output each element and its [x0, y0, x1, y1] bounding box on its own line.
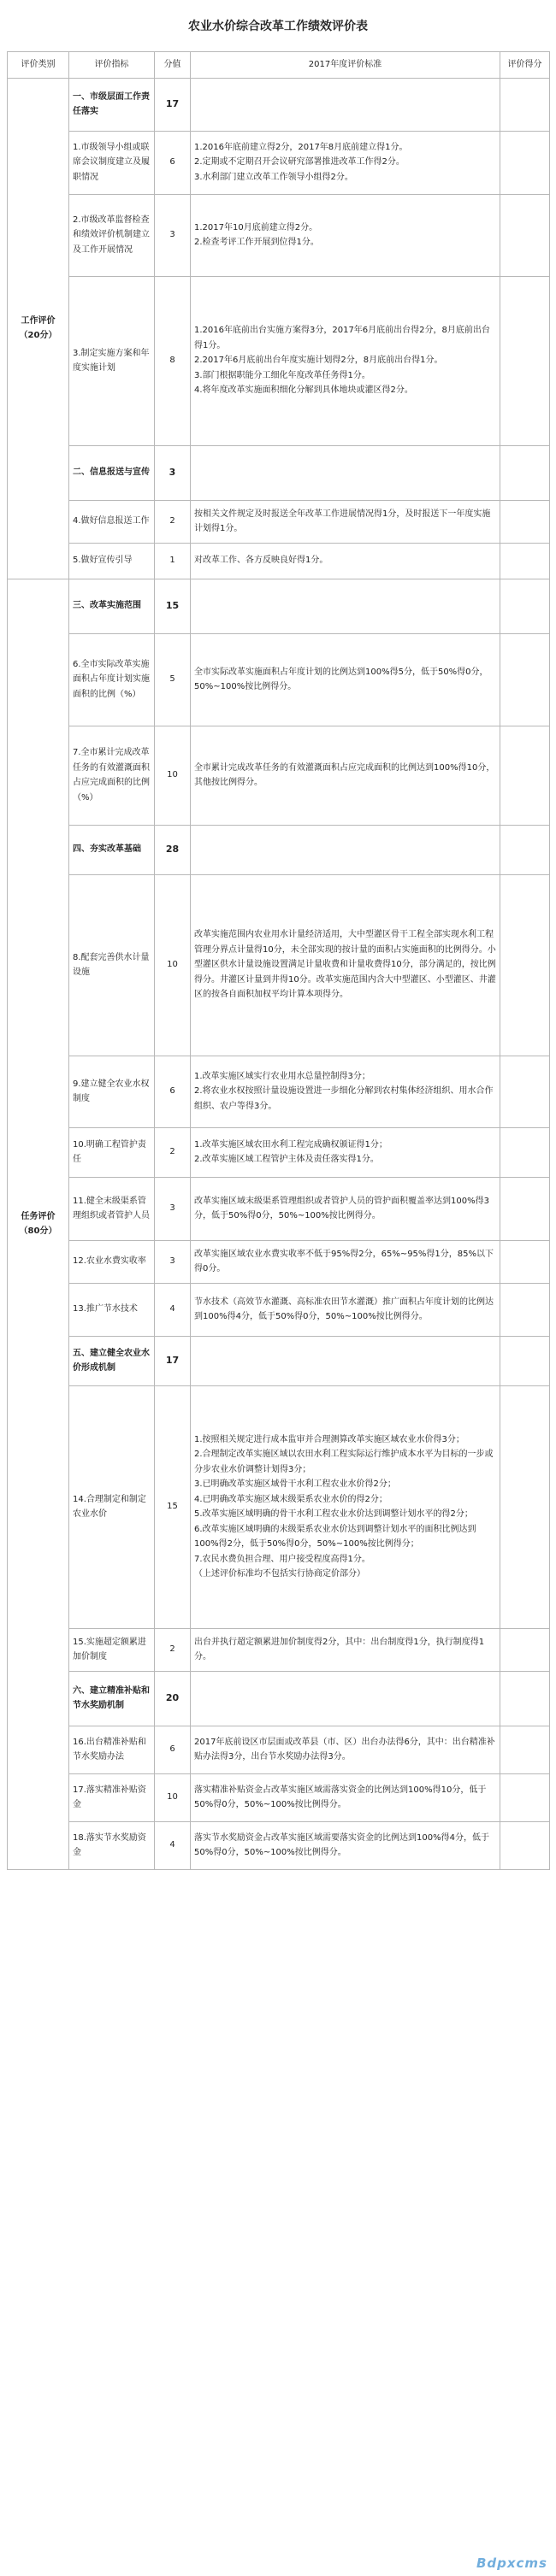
indicator-cell: 16.出台精准补贴和节水奖励办法	[69, 1726, 155, 1773]
table-row	[8, 633, 550, 726]
score-cell: 3	[155, 1177, 191, 1240]
score-cell: 5	[155, 633, 191, 726]
indicator-cell: 9.建立健全农业水权制度	[69, 1056, 155, 1127]
criteria-line: 全市实际改革实施面积占年度计划的比例达到100%得5分，低于50%得0分，50%~100%按比例得分。	[194, 667, 488, 691]
criteria-line: 2.检查考评工作开展到位得1分。	[194, 238, 319, 247]
watermark-logo: Bdpxcms	[476, 2555, 547, 2571]
criteria-cell	[191, 445, 500, 500]
result-cell[interactable]	[500, 633, 550, 726]
criteria-cell	[191, 874, 500, 1056]
criteria-line: 1.改革实施区域实行农业用水总量控制得3分；	[194, 1071, 370, 1081]
result-cell[interactable]	[500, 726, 550, 825]
score-cell: 6	[155, 131, 191, 194]
result-cell[interactable]	[500, 874, 550, 1056]
criteria-line: 3.水利部门建立改革工作领导小组得2分。	[194, 172, 353, 182]
indicator-cell: 7.全市累计完成改革任务的有效灌溉面积占应完成面积的比例（%）	[69, 726, 155, 825]
result-cell[interactable]	[500, 1628, 550, 1671]
indicator-cell: 13.推广节水技术	[69, 1283, 155, 1336]
section-title: 一、市级层面工作责任落实	[69, 78, 155, 131]
criteria-cell	[191, 633, 500, 726]
criteria-line: 7.农民水费负担合理、用户接受程度高得1分。	[194, 1554, 370, 1564]
category-cell: 工作评价（20分）	[8, 78, 69, 579]
header-indicator: 评价指标	[69, 52, 155, 79]
section-row	[8, 1336, 550, 1385]
criteria-cell	[191, 1821, 500, 1869]
criteria-cell	[191, 726, 500, 825]
score-cell: 3	[155, 194, 191, 276]
result-cell[interactable]	[500, 1283, 550, 1336]
score-cell: 1	[155, 543, 191, 579]
section-title: 二、信息报送与宣传	[69, 445, 155, 500]
table-row	[8, 1726, 550, 1773]
table-row	[8, 1177, 550, 1240]
criteria-cell	[191, 579, 500, 633]
criteria-line: 3.已明确改革实施区域骨干水利工程农业水价得2分；	[194, 1479, 396, 1489]
section-title: 六、建立精准补贴和节水奖励机制	[69, 1671, 155, 1726]
score-cell: 10	[155, 1773, 191, 1821]
header-category: 评价类别	[8, 52, 69, 79]
result-cell[interactable]	[500, 1821, 550, 1869]
indicator-cell: 18.落实节水奖励资金	[69, 1821, 155, 1869]
result-cell[interactable]	[500, 1240, 550, 1283]
section-title: 五、建立健全农业水价形成机制	[69, 1336, 155, 1385]
criteria-cell	[191, 131, 500, 194]
indicator-cell: 3.制定实施方案和年度实施计划	[69, 276, 155, 445]
criteria-cell	[191, 194, 500, 276]
score-cell: 17	[155, 1336, 191, 1385]
header-criteria: 2017年度评价标准	[191, 52, 500, 79]
criteria-line: 落实精准补贴资金占改革实施区域需落实资金的比例达到100%得10分，低于50%得0分，50%~100%按比例得分。	[194, 1785, 487, 1809]
result-cell[interactable]	[500, 276, 550, 445]
table-row	[8, 1240, 550, 1283]
result-cell[interactable]	[500, 194, 550, 276]
table-row	[8, 1056, 550, 1127]
table-row	[8, 1385, 550, 1628]
indicator-cell: 14.合理制定和制定农业水价	[69, 1385, 155, 1628]
criteria-cell	[191, 1177, 500, 1240]
criteria-cell	[191, 1127, 500, 1177]
table-row	[8, 1821, 550, 1869]
criteria-cell	[191, 1773, 500, 1821]
criteria-cell	[191, 1385, 500, 1628]
criteria-line: 改革实施区域农业水费实收率不低于95%得2分，65%~95%得1分，85%以下得0分。	[194, 1249, 494, 1273]
result-cell[interactable]	[500, 1177, 550, 1240]
result-cell[interactable]	[500, 78, 550, 131]
score-cell: 28	[155, 825, 191, 874]
score-cell: 4	[155, 1283, 191, 1336]
table-row	[8, 1283, 550, 1336]
table-row	[8, 1773, 550, 1821]
section-title: 四、夯实改革基础	[69, 825, 155, 874]
criteria-line: 对改革工作、各方反映良好得1分。	[194, 556, 328, 566]
table-row	[8, 874, 550, 1056]
indicator-cell: 8.配套完善供水计量设施	[69, 874, 155, 1056]
criteria-cell	[191, 1726, 500, 1773]
section-row	[8, 78, 550, 131]
result-cell[interactable]	[500, 1336, 550, 1385]
criteria-line: 4.已明确改革实施区域末级渠系农业水价的得2分；	[194, 1494, 387, 1504]
criteria-line: 1.2016年底前建立得2分，2017年8月底前建立得1分。	[194, 142, 408, 152]
table-row	[8, 194, 550, 276]
score-cell: 10	[155, 874, 191, 1056]
criteria-cell	[191, 1056, 500, 1127]
criteria-line: 2.2017年6月底前出台年度实施计划得2分，8月底前出台得1分。	[194, 356, 443, 366]
table-row	[8, 726, 550, 825]
table-row	[8, 276, 550, 445]
criteria-line: 全市累计完成改革任务的有效灌溉面积占应完成面积的比例达到100%得10分，其他按比例得分。	[194, 762, 495, 787]
section-row	[8, 579, 550, 633]
result-cell[interactable]	[500, 445, 550, 500]
score-cell: 3	[155, 445, 191, 500]
section-row	[8, 445, 550, 500]
result-cell[interactable]	[500, 1671, 550, 1726]
evaluation-table	[7, 51, 550, 1870]
criteria-line: （上述评价标准均不包括实行协商定价部分）	[194, 1569, 365, 1579]
score-cell: 17	[155, 78, 191, 131]
indicator-cell: 17.落实精准补贴资金	[69, 1773, 155, 1821]
score-cell: 20	[155, 1671, 191, 1726]
result-cell[interactable]	[500, 1726, 550, 1773]
indicator-cell: 5.做好宣传引导	[69, 543, 155, 579]
section-row	[8, 1671, 550, 1726]
criteria-cell	[191, 1336, 500, 1385]
header-score: 分值	[155, 52, 191, 79]
result-cell[interactable]	[500, 1773, 550, 1821]
score-cell: 4	[155, 1821, 191, 1869]
table-row	[8, 500, 550, 543]
section-title: 三、改革实施范围	[69, 579, 155, 633]
score-cell: 6	[155, 1726, 191, 1773]
score-cell: 15	[155, 1385, 191, 1628]
criteria-line: 1.按照相关规定进行成本监审并合理测算改革实施区域农业水价得3分；	[194, 1434, 464, 1444]
header-result: 评价得分	[500, 52, 550, 79]
criteria-line: 出台并执行超定额累进加价制度得2分，其中：出台制度得1分，执行制度得1分。	[194, 1637, 485, 1661]
criteria-line: 落实节水奖励资金占改革实施区域需要落实资金的比例达到100%得4分，低于50%得0分，50%~100%按比例得分。	[194, 1832, 489, 1857]
criteria-cell	[191, 543, 500, 579]
indicator-cell: 10.明确工程管护责任	[69, 1127, 155, 1177]
score-cell: 10	[155, 726, 191, 825]
criteria-line: 2.合理制定改革实施区域以农田水利工程实际运行维护成本水平为目标的一步或分步农业水价调整计划得3分；	[194, 1450, 494, 1474]
result-cell[interactable]	[500, 131, 550, 194]
criteria-line: 5.改革实施区域明确的骨干水利工程农业水价达到调整计划水平的得2分；	[194, 1509, 473, 1519]
table-row	[8, 1628, 550, 1671]
criteria-cell	[191, 1283, 500, 1336]
page-title: 农业水价综合改革工作绩效评价表	[188, 20, 368, 33]
score-cell: 2	[155, 1127, 191, 1177]
score-cell: 2	[155, 1628, 191, 1671]
result-cell[interactable]	[500, 1056, 550, 1127]
criteria-line: 1.2017年10月底前建立得2分。	[194, 222, 318, 232]
criteria-cell	[191, 1671, 500, 1726]
score-cell: 2	[155, 500, 191, 543]
criteria-cell	[191, 825, 500, 874]
indicator-cell: 2.市级改革监督检查和绩效评价机制建立及工作开展情况	[69, 194, 155, 276]
criteria-line: 2.将农业水权按照计量设施设置进一步细化分解到农村集体经济组织、用水合作组织、农户等得3分。	[194, 1086, 494, 1111]
score-cell: 6	[155, 1056, 191, 1127]
table-row	[8, 1127, 550, 1177]
criteria-line: 1.改革实施区域农田水利工程完成确权颁证得1分；	[194, 1139, 387, 1150]
indicator-cell: 4.做好信息报送工作	[69, 500, 155, 543]
indicator-cell: 11.健全末级渠系管理组织或者管护人员	[69, 1177, 155, 1240]
criteria-line: 2017年底前设区市层面或改革县（市、区）出台办法得6分，其中：出台精准补贴办法得3分，出台节水奖励办法得3分。	[194, 1737, 495, 1761]
indicator-cell: 12.农业水费实收率	[69, 1240, 155, 1283]
result-cell[interactable]	[500, 543, 550, 579]
indicator-cell: 15.实施超定额累进加价制度	[69, 1628, 155, 1671]
criteria-cell	[191, 276, 500, 445]
criteria-line: 按相关文件规定及时报送全年改革工作进展情况得1分，及时报送下一年度实施计划得1分。	[194, 509, 491, 533]
criteria-cell	[191, 78, 500, 131]
result-cell[interactable]	[500, 500, 550, 543]
score-cell: 8	[155, 276, 191, 445]
table-header-row	[8, 52, 550, 79]
score-cell: 15	[155, 579, 191, 633]
criteria-cell	[191, 1628, 500, 1671]
table-row	[8, 131, 550, 194]
criteria-line: 改革实施区域末级渠系管理组织或者管护人员的管护面积覆盖率达到100%得3分，低于50%得0分，50%~100%按比例得分。	[194, 1196, 489, 1220]
indicator-cell: 6.全市实际改革实施面积占年度计划实施面积的比例（%）	[69, 633, 155, 726]
category-cell: 任务评价（80分）	[8, 579, 69, 1869]
criteria-line: 2.改革实施区域工程管护主体及责任落实得1分。	[194, 1155, 379, 1164]
result-cell[interactable]	[500, 825, 550, 874]
criteria-line: 节水技术（高效节水灌溉、高标准农田节水灌溉）推广面积占年度计划的比例达到100%得4分，低于50%得0分，50%~100%按比例得分。	[194, 1297, 494, 1321]
criteria-line: 改革实施范围内农业用水计量经济适用，大中型灌区骨干工程全部实现水利工程管理分界点计量得10分，未全部实现的按计量的面积占实施面积的比例得分。小型灌区供水计量设施设置满足计量收费和计量收费得10分，部分满足的，按比例得分。井灌区计量到井得10分。改革实施范围内含大中型灌区、小型灌区、井灌区的按各自面积加权平均计算本项得分。	[194, 930, 496, 1000]
section-row	[8, 825, 550, 874]
score-cell: 3	[155, 1240, 191, 1283]
criteria-line: 3.部门根据职能分工细化年度改革任务得1分。	[194, 370, 370, 380]
criteria-cell	[191, 1240, 500, 1283]
criteria-line: 2.定期或不定期召开会议研究部署推进改革工作得2分。	[194, 157, 405, 168]
criteria-cell	[191, 500, 500, 543]
indicator-cell: 1.市级领导小组或联席会议制度建立及履职情况	[69, 131, 155, 194]
result-cell[interactable]	[500, 1127, 550, 1177]
criteria-line: 1.2016年底前出台实施方案得3分，2017年6月底前出台得2分，8月底前出台得1分。	[194, 326, 490, 350]
result-cell[interactable]	[500, 1385, 550, 1628]
criteria-line: 6.改革实施区域明确的末级渠系农业水价达到调整计划水平的面积比例达到100%得2分，低于50%得0分，50%~100%按比例得分；	[194, 1524, 476, 1549]
table-row	[8, 543, 550, 579]
criteria-line: 4.将年度改革实施面积细化分解到具体地块或灌区得2分。	[194, 385, 413, 396]
result-cell[interactable]	[500, 579, 550, 633]
